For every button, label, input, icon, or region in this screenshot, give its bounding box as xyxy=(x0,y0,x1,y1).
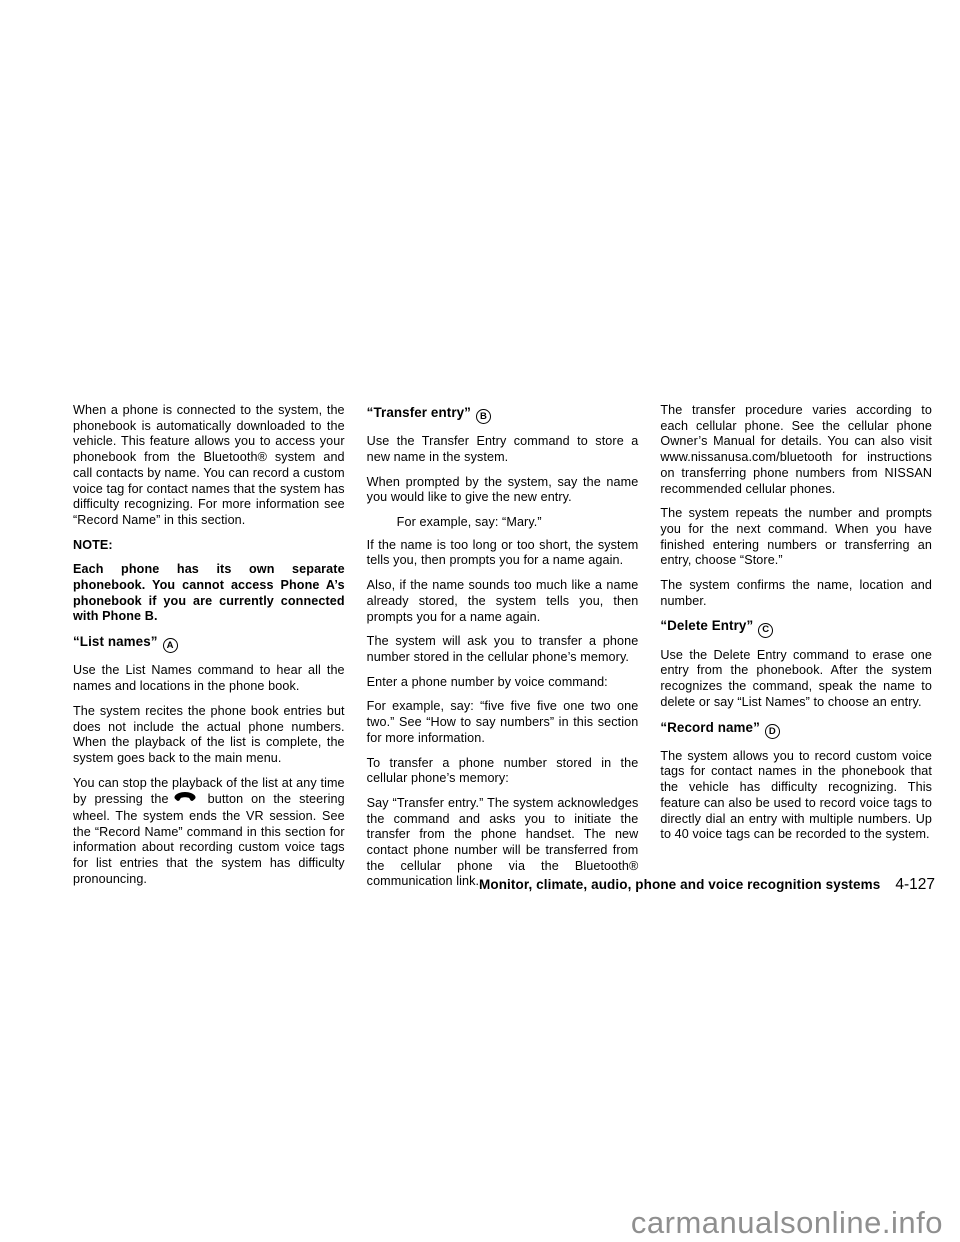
paragraph: Use the Transfer Entry command to store a new name in the system. xyxy=(366,434,639,464)
circled-letter-b: B xyxy=(476,409,491,424)
circled-letter-a: A xyxy=(163,638,178,653)
paragraph: Use the Delete Entry command to erase one entry from the phonebook. After the system recognizes the command, speak the name to delete or say “List Names” to choose an entry. xyxy=(660,647,933,709)
circled-letter-d: D xyxy=(765,724,780,739)
page-footer xyxy=(479,876,935,894)
paragraph-with-icon xyxy=(73,776,345,888)
heading-label: “Transfer entry” xyxy=(366,405,471,420)
paragraph-text-after-icon: button on the steering wheel. The system ends the VR session. See the “Record Name” command in this section for information about recording custom voice tags for list entries that the system has difficulty pronouncing. xyxy=(73,792,345,886)
paragraph: Enter a phone number by voice command: xyxy=(366,674,608,689)
heading-label: “List names” xyxy=(73,634,158,650)
heading-record-name xyxy=(660,720,932,739)
note-label: NOTE: xyxy=(73,537,113,552)
column-1 xyxy=(73,403,345,899)
footer-section-title: Monitor, climate, audio, phone and voice recognition systems xyxy=(479,877,881,892)
column-2 xyxy=(367,403,639,899)
paragraph: If the name is too long or too short, the system tells you, then prompts you for a name again. xyxy=(366,537,639,568)
phone-end-call-icon xyxy=(174,791,196,807)
paragraph: The system recites the phone book entries but does not include the actual phone numbers. When the playback of the list is complete, the system goes back to the main menu. xyxy=(73,703,345,765)
paragraph: The transfer procedure varies according to each cellular phone. See the cellular phone Owner’s Manual for details. You can also visit www.nissanusa.com/bluetooth for instructions on transferring phone numbers from NISSAN recommended cellular phones. xyxy=(660,403,933,496)
paragraph: The system will ask you to transfer a phone number stored in the cellular phone’s memory. xyxy=(366,634,639,664)
heading-list-names xyxy=(73,634,345,653)
paragraph: The system repeats the number and prompts you for the next command. When you have finished entering numbers or transferring an entry, choose “Store.” xyxy=(660,506,933,568)
example-line: For example, say: “Mary.” xyxy=(396,515,542,530)
paragraph: When prompted by the system, say the name you would like to give the new entry. xyxy=(366,474,639,505)
note-paragraph: Each phone has its own separate phonebook. You cannot access Phone A’s phonebook if you are currently connected with Phone B. xyxy=(73,562,345,624)
paragraph: Also, if the name sounds too much like a name already stored, the system tells you, then prompts you for a name again. xyxy=(366,578,639,624)
watermark-text: carmanualsonline.info xyxy=(630,1205,943,1240)
paragraph: Say “Transfer entry.” The system acknowledges the command and asks you to initiate the transfer from the phone handset. The new contact phone number will be transferred from the cellular phone via the Bluetooth® communication link. xyxy=(366,795,639,889)
paragraph: Use the List Names command to hear all the names and locations in the phone book. xyxy=(73,663,345,694)
paragraph: For example, say: “five five five one two one two.” See “How to say numbers” in this section for more information. xyxy=(366,699,639,745)
paragraph-intro: When a phone is connected to the system, the phonebook is automatically downloaded to the vehicle. This feature allows you to access your phonebook from the Bluetooth® system and call contacts by name. You can record a custom voice tag for contact names that the system has difficulty recognizing. For more information see “Record Name” in this section. xyxy=(73,403,345,527)
heading-label: “Delete Entry” xyxy=(660,618,754,634)
paragraph: The system confirms the name, location and number. xyxy=(660,578,933,608)
paragraph-text-before-icon: You can stop the playback of the list at any time by pressing the xyxy=(73,775,345,807)
paragraph: The system allows you to record custom voice tags for contact names in the phonebook that the vehicle has difficulty recognizing. This feature can also be used to record voice tags to directly dial an entry with multiple numbers. Up to 40 voice tags can be recorded to the system. xyxy=(660,748,933,842)
circled-letter-c: C xyxy=(758,623,773,638)
heading-transfer-entry xyxy=(367,405,639,424)
page-body xyxy=(73,403,932,899)
heading-label: “Record name” xyxy=(660,719,760,735)
footer-page-number: 4-127 xyxy=(895,876,935,893)
heading-delete-entry xyxy=(660,618,932,637)
column-3 xyxy=(660,403,932,899)
paragraph: To transfer a phone number stored in the cellular phone’s memory: xyxy=(366,755,639,786)
